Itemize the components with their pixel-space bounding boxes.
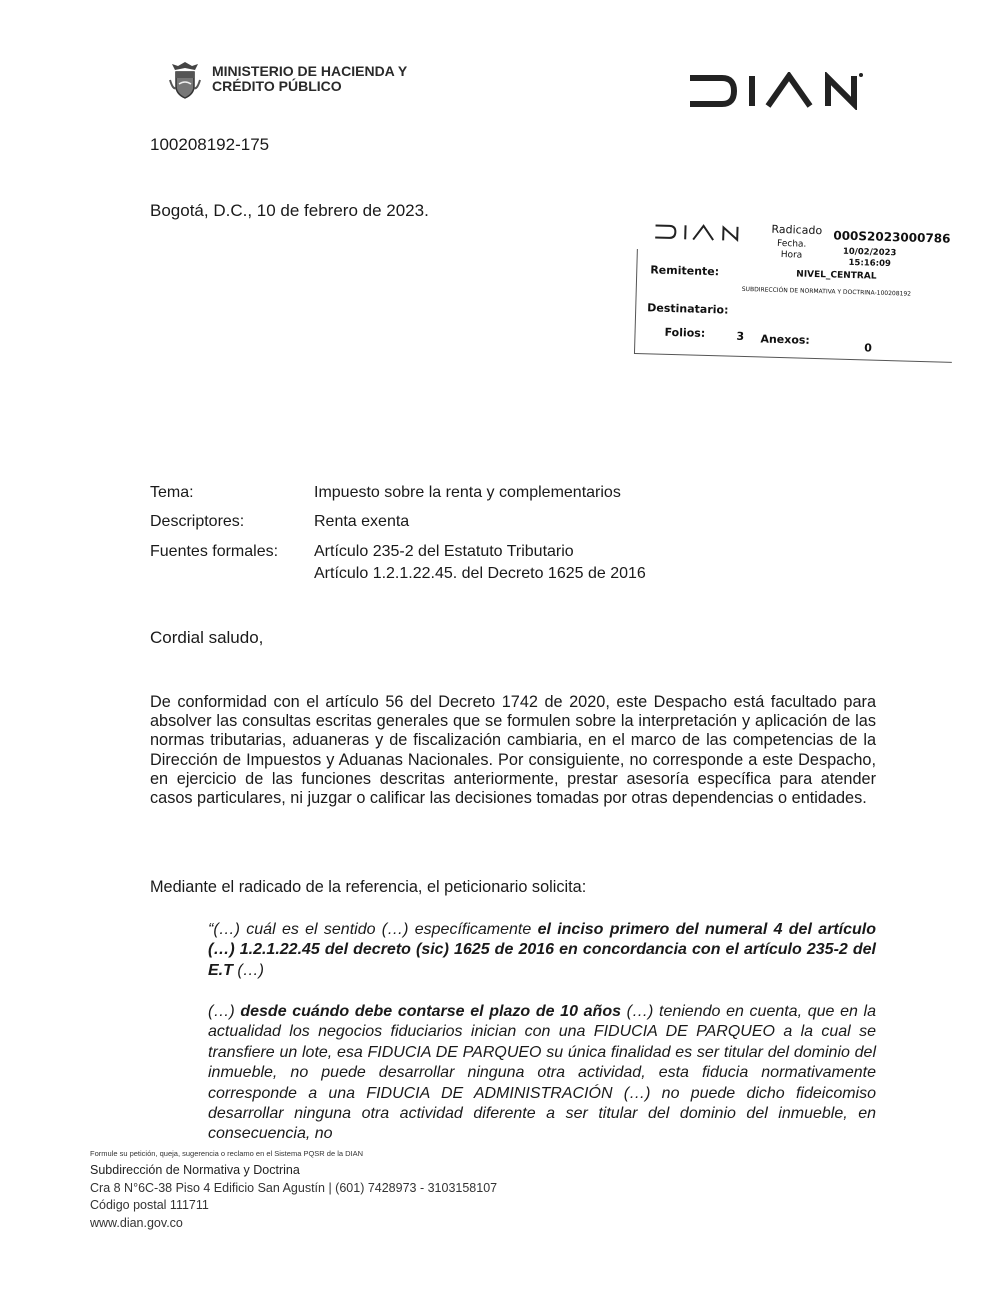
stamp-border-left bbox=[634, 249, 638, 353]
quote-1-end: (…) bbox=[232, 961, 264, 979]
remitente-label: Remitente: bbox=[650, 263, 720, 279]
paragraph-request: Mediante el radicado de la referencia, el peticionario solicita: bbox=[150, 878, 587, 896]
reference-number: 100208192-175 bbox=[150, 135, 270, 154]
ministry-name bbox=[212, 60, 407, 94]
quote-1 bbox=[208, 920, 876, 981]
paragraph-competence: De conformidad con el artículo 56 del Decreto 1742 de 2020, este Despacho está facultado para absolver las consultas escritas generales que se formulen sobre la interpretación y aplicación de las normas tributarias, aduaneras y de fiscalización cambiaria, en el marco de las competencias de la Dirección de Impuestos y Aduanas Nacionales. Por consiguiente, no corresponde a este Despacho, en ejercicio de las funciones descritas anteriormente, prestar asesoría específica para atender casos particulares, ni juzgar o calificar las decisiones tomadas por otras dependencias o entidades. bbox=[150, 693, 876, 808]
descriptores-label: Descriptores: bbox=[150, 513, 245, 530]
quote-1-intro: “(…) cuál es el sentido (…) específicamente bbox=[208, 921, 538, 938]
remitente-detail: SUBDIRECCIÓN DE NORMATIVA Y DOCTRINA-100208192 bbox=[741, 285, 912, 298]
remitente-value: NIVEL_CENTRAL bbox=[796, 269, 877, 282]
footer-website[interactable]: www.dian.gov.co bbox=[90, 1216, 183, 1230]
footer-office: Subdirección de Normativa y Doctrina bbox=[90, 1163, 300, 1177]
fuentes-value-1: Artículo 235-2 del Estatuto Tributario bbox=[314, 543, 574, 560]
radicado-stamp bbox=[633, 209, 958, 388]
anexos-value: 0 bbox=[864, 341, 873, 355]
fuentes-value-2: Artículo 1.2.1.22.45. del Decreto 1625 de 2016 bbox=[314, 565, 646, 582]
footer-pqsr-note: Formule su petición, queja, sugerencia o reclamo en el Sistema PQSR de la DIAN bbox=[90, 1149, 364, 1158]
destinatario-label: Destinatario: bbox=[647, 301, 729, 317]
stamp-border-bottom bbox=[634, 353, 952, 363]
radicado-label: Radicado bbox=[771, 222, 823, 238]
hora-label: Hora bbox=[780, 250, 803, 261]
quote-2-body: (…) teniendo en cuenta, que en la actualidad los negocios fiduciarios inician con una FIDUCIA DE PARQUEO a la cual se transfiere un lote, esa FIDUCIA DE PARQUEO su única finalidad es ser titular del dominio del inmueble, no puede desarrollar ninguna otra actividad, esta fiducia normativamente corresponde a una FIDUCIA DE ADMINISTRACIÓN (…) no puede dicho fideicomiso desarrollar ninguna otra actividad diferente a ser titular del dominio del inmueble, en consecuencia, no bbox=[208, 1003, 877, 1143]
quote-2 bbox=[208, 1002, 876, 1145]
dian-stamp-logo bbox=[653, 221, 750, 244]
tema-label: Tema: bbox=[150, 484, 194, 501]
quote-2-emphasis: desde cuándo debe contarse el plazo de 10 años bbox=[240, 1003, 621, 1020]
quote-2-intro: (…) bbox=[208, 1003, 241, 1020]
ministry-line-1: MINISTERIO DE HACIENDA Y bbox=[212, 63, 408, 79]
fuentes-label: Fuentes formales: bbox=[150, 543, 279, 560]
tema-value: Impuesto sobre la renta y complementarios bbox=[314, 484, 621, 501]
fecha-label: Fecha. bbox=[776, 238, 807, 250]
radicado-value: 000S2023000786 bbox=[833, 228, 951, 246]
anexos-label: Anexos: bbox=[760, 332, 810, 347]
colombia-coat-of-arms-icon bbox=[168, 60, 202, 100]
greeting: Cordial saludo, bbox=[150, 628, 264, 647]
ministry-line-2: CRÉDITO PÚBLICO bbox=[212, 78, 342, 94]
descriptores-value: Renta exenta bbox=[314, 513, 410, 530]
ministry-header bbox=[168, 60, 407, 100]
fecha-value: 10/02/2023 bbox=[842, 246, 897, 259]
document-date: Bogotá, D.C., 10 de febrero de 2023. bbox=[150, 201, 429, 220]
footer-address: Cra 8 N°6C-38 Piso 4 Edificio San Agustín | (601) 7428973 - 3103158107 bbox=[90, 1181, 498, 1195]
hora-value: 15:16:09 bbox=[848, 257, 891, 270]
footer-postal: Código postal 111711 bbox=[90, 1198, 209, 1212]
folios-label: Folios: bbox=[664, 325, 706, 340]
quote-1-emphasis: el inciso primero del numeral 4 del artículo (…) 1.2.1.22.45 del decreto (sic) 1625 de 2016 en concordancia con el artículo 235-2 del E.T bbox=[208, 921, 876, 979]
folios-value: 3 bbox=[736, 329, 745, 344]
dian-logo bbox=[688, 72, 864, 110]
